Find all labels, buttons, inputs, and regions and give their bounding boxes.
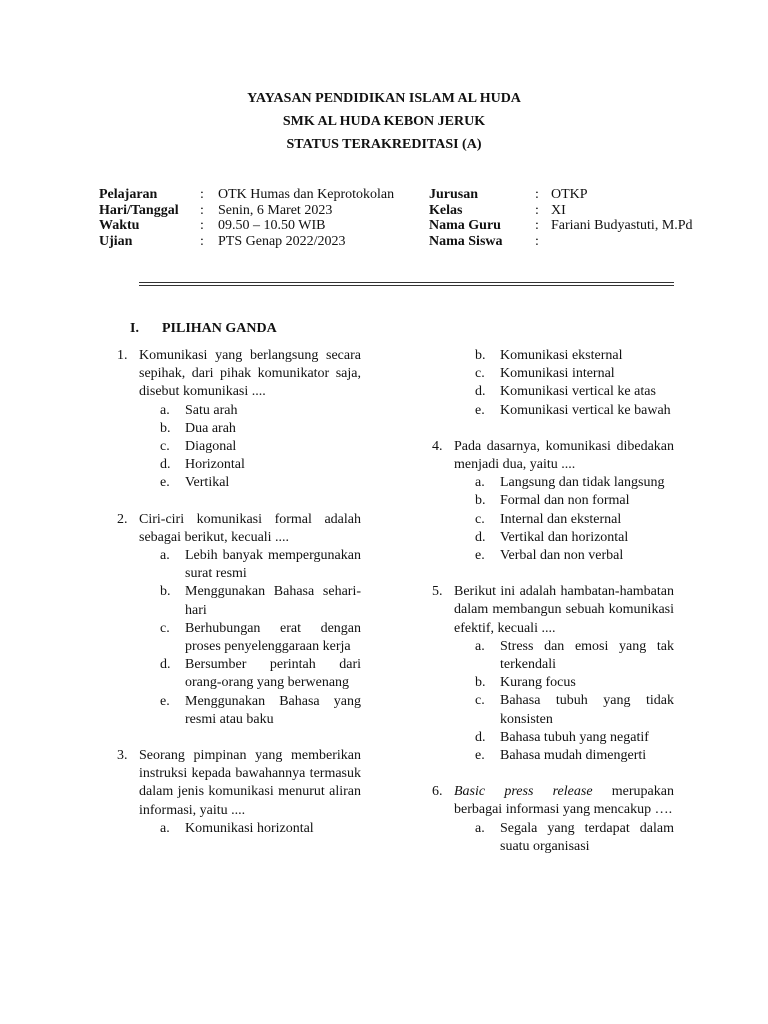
option-text: Komunikasi vertical ke atas <box>500 384 656 400</box>
info-row <box>99 203 394 219</box>
answer-option <box>160 402 361 420</box>
option-text: Menggunakan Bahasa sehari-hari <box>185 584 361 618</box>
exam-info-left <box>99 187 394 249</box>
option-text: Formal dan non formal <box>500 493 630 509</box>
question-item <box>113 347 361 493</box>
question-number: 4. <box>432 438 443 454</box>
info-row <box>429 218 693 234</box>
info-row <box>99 218 394 234</box>
answer-option <box>475 347 674 365</box>
option-letter: c. <box>475 693 485 709</box>
option-text: Komunikasi vertical ke bawah <box>500 402 671 418</box>
divider-line-bottom <box>139 285 674 286</box>
section-title: PILIHAN GANDA <box>162 321 277 336</box>
info-colon: : <box>535 202 539 218</box>
option-text: Menggunakan Bahasa yang resmi atau baku <box>185 693 361 727</box>
option-letter: e. <box>475 548 485 564</box>
info-label: Kelas <box>429 202 463 218</box>
option-letter: d. <box>475 729 486 745</box>
info-label: Jurusan <box>429 187 479 202</box>
info-label: Nama Guru <box>429 218 501 233</box>
info-value: PTS Genap 2022/2023 <box>218 233 346 249</box>
accreditation-status: STATUS TERAKREDITASI (A) <box>286 137 482 152</box>
option-text: Internal dan eksternal <box>500 511 622 527</box>
option-text: Komunikasi eksternal <box>500 348 623 363</box>
option-letter: e. <box>160 693 170 709</box>
info-value: XI <box>551 202 566 218</box>
question-body: merupakan berbagai informasi yang mencakup …. <box>454 784 674 818</box>
option-letter: c. <box>475 366 485 382</box>
option-text: Horizontal <box>185 457 245 473</box>
answer-option <box>160 583 361 619</box>
info-label: Hari/Tanggal <box>99 202 179 218</box>
info-colon: : <box>200 187 204 202</box>
option-text: Satu arah <box>185 402 238 418</box>
option-letter: b. <box>160 420 171 436</box>
info-colon: : <box>200 233 204 249</box>
answer-option <box>160 474 361 492</box>
divider-line-top <box>139 282 674 283</box>
question-body: Berikut ini adalah hambatan-hambatan dalam membangun sebuah komunikasi efektif, kecuali .... <box>454 584 674 636</box>
info-label: Pelajaran <box>99 187 158 202</box>
info-row <box>429 187 693 203</box>
info-colon: : <box>535 218 539 233</box>
section-number: I. <box>130 321 139 336</box>
question-body: Pada dasarnya, komunikasi dibedakan menjadi dua, yaitu .... <box>454 438 674 473</box>
info-value: 09.50 – 10.50 WIB <box>218 218 326 233</box>
question-3-continued <box>428 347 674 420</box>
option-text: Komunikasi internal <box>500 366 615 382</box>
option-letter: e. <box>475 402 485 418</box>
info-row <box>429 234 693 250</box>
option-text: Vertikal <box>185 475 230 491</box>
answer-options <box>454 820 674 856</box>
option-text: Dua arah <box>185 420 236 436</box>
info-value: OTK Humas dan Keprotokolan <box>218 187 395 202</box>
question-italic-term: Basic press release <box>454 784 593 800</box>
option-text: Diagonal <box>185 439 237 455</box>
option-letter: c. <box>475 511 485 527</box>
option-text: Lebih banyak mempergunakan surat resmi <box>185 548 361 582</box>
answer-option <box>475 529 674 547</box>
info-row <box>99 187 394 203</box>
question-item <box>428 783 674 856</box>
answer-option <box>475 383 674 401</box>
option-letter: d. <box>160 457 171 473</box>
option-letter: a. <box>160 548 170 564</box>
option-letter: d. <box>475 529 486 545</box>
info-row <box>99 234 394 250</box>
answer-option <box>475 365 674 383</box>
option-text: Bahasa tubuh yang tidak konsisten <box>500 693 674 727</box>
question-number: 6. <box>432 784 443 800</box>
answer-option <box>160 820 361 838</box>
answer-option <box>475 547 674 565</box>
info-colon: : <box>535 233 539 249</box>
question-item <box>113 511 361 729</box>
option-letter: b. <box>475 675 486 691</box>
answer-option <box>475 692 674 728</box>
answer-option <box>475 474 674 492</box>
option-text: Bahasa tubuh yang negatif <box>500 729 649 745</box>
answer-option <box>475 820 674 856</box>
answer-option <box>475 674 674 692</box>
option-text: Stress dan emosi yang tak terkendali <box>500 638 674 673</box>
answer-options <box>139 547 361 729</box>
question-text <box>139 747 361 820</box>
answer-option <box>475 729 674 747</box>
school-name: SMK AL HUDA KEBON JERUK <box>282 114 486 129</box>
info-label: Ujian <box>99 233 133 249</box>
option-text: Bahasa mudah dimengerti <box>500 748 647 764</box>
question-item <box>428 583 674 765</box>
option-letter: e. <box>160 475 170 491</box>
option-text: Langsung dan tidak langsung <box>500 475 665 491</box>
info-label: Waktu <box>99 218 140 233</box>
option-text: Vertikal dan horizontal <box>500 529 629 545</box>
left-column <box>113 347 361 856</box>
answer-option <box>475 747 674 765</box>
answer-option <box>160 456 361 474</box>
right-column <box>428 347 674 874</box>
option-letter: a. <box>475 475 485 491</box>
answer-option <box>475 402 674 420</box>
option-letter: b. <box>475 348 486 363</box>
answer-options <box>454 638 674 765</box>
question-number: 1. <box>117 348 128 363</box>
answer-option <box>160 693 361 729</box>
school-header <box>0 87 768 156</box>
question-text <box>454 438 674 474</box>
question-number: 3. <box>117 748 128 764</box>
info-colon: : <box>200 218 204 233</box>
option-letter: b. <box>160 584 171 600</box>
question-item <box>428 438 674 565</box>
question-item <box>113 747 361 838</box>
info-colon: : <box>200 202 204 218</box>
answer-option <box>160 438 361 456</box>
question-body: Komunikasi yang berlangsung secara sepihak, dari pihak komunikator saja, disebut komunikasi .... <box>139 348 361 400</box>
option-text: Kurang focus <box>500 675 576 691</box>
answer-option <box>475 492 674 510</box>
answer-option <box>160 547 361 583</box>
info-value: Fariani Budyastuti, M.Pd <box>551 218 693 233</box>
answer-option <box>475 638 674 674</box>
foundation-name: YAYASAN PENDIDIKAN ISLAM AL HUDA <box>247 91 521 106</box>
question-body: Seorang pimpinan yang memberikan instruksi kepada bawahannya termasuk dalam jenis komunikasi menurut aliran informasi, yaitu .... <box>139 748 361 818</box>
question-text <box>454 583 674 638</box>
question-text <box>454 783 674 819</box>
answer-option <box>160 420 361 438</box>
info-row <box>429 203 693 219</box>
option-text: Bersumber perintah dari orang-orang yang berwenang <box>185 657 361 691</box>
question-number: 2. <box>117 511 128 527</box>
answer-options <box>139 820 361 838</box>
option-letter: a. <box>160 402 170 418</box>
info-label: Nama Siswa <box>429 233 503 249</box>
option-letter: c. <box>160 620 170 636</box>
answer-option <box>160 620 361 656</box>
answer-option <box>160 656 361 692</box>
option-text: Verbal dan non verbal <box>500 548 624 564</box>
option-letter: a. <box>475 820 485 836</box>
info-value: OTKP <box>551 187 588 202</box>
question-text <box>139 347 361 402</box>
option-letter: d. <box>475 384 486 400</box>
option-text: Komunikasi horizontal <box>185 820 314 836</box>
option-letter: e. <box>475 748 485 764</box>
info-colon: : <box>535 187 539 202</box>
option-letter: b. <box>475 493 486 509</box>
question-number: 5. <box>432 584 443 600</box>
option-text: Segala yang terdapat dalam suatu organisasi <box>500 820 674 854</box>
option-text: Berhubungan erat dengan proses penyelenggaraan kerja <box>185 620 361 655</box>
exam-info-right <box>429 187 693 249</box>
option-letter: a. <box>160 820 170 836</box>
option-letter: a. <box>475 638 485 654</box>
answer-options <box>139 402 361 493</box>
answer-option <box>475 511 674 529</box>
question-text <box>139 511 361 547</box>
option-letter: d. <box>160 657 171 673</box>
answer-options <box>454 474 674 565</box>
question-body: Ciri-ciri komunikasi formal adalah sebagai berikut, kecuali .... <box>139 511 361 545</box>
option-letter: c. <box>160 439 170 455</box>
answer-options <box>475 347 674 420</box>
info-value: Senin, 6 Maret 2023 <box>218 202 333 218</box>
